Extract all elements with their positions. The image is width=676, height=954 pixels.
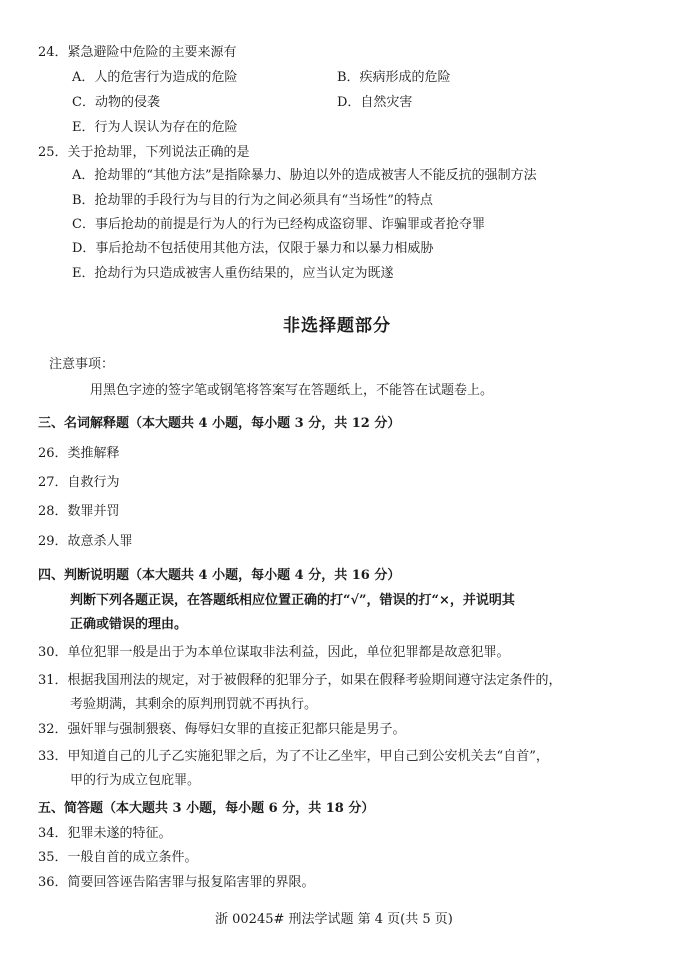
q33-line1: 33．甲知道自己的儿子乙实施犯罪之后，为了不让乙坐牢，甲自己到公安机关去“自首”， xyxy=(38,749,549,764)
q32: 32．强奸罪与强制猥亵、侮辱妇女罪的直接正犯都只能是男子。 xyxy=(38,722,406,737)
section5-title: 五、简答题（本大题共 3 小题，每小题 6 分，共 18 分） xyxy=(38,801,375,816)
q36: 36．简要回答诬告陷害罪与报复陷害罪的界限。 xyxy=(38,875,315,890)
q30: 30．单位犯罪一般是出于为本单位谋取非法利益，因此，单位犯罪都是故意犯罪。 xyxy=(38,645,510,660)
q24-option-a: A．人的危害行为造成的危险 xyxy=(72,70,238,85)
q24-option-d: D．自然灾害 xyxy=(337,95,413,110)
q24-option-c: C．动物的侵袭 xyxy=(72,95,160,110)
q34: 34．犯罪未遂的特征。 xyxy=(38,826,172,841)
section3-title: 三、名词解释题（本大题共 4 小题，每小题 3 分，共 12 分） xyxy=(38,416,401,431)
q26: 26．类推解释 xyxy=(38,446,120,461)
notice-text: 用黑色字迹的签字笔或钢笔将答案写在答题纸上，不能答在试题卷上。 xyxy=(90,383,494,398)
q25-option-d: D．事后抢劫不包括使用其他方法，仅限于暴力和以暴力相威胁 xyxy=(72,241,434,256)
q25-option-e: E．抢劫行为只造成被害人重伤结果的，应当认定为既遂 xyxy=(72,266,394,281)
q28: 28．数罪并罚 xyxy=(38,504,120,519)
q25-option-c: C．事后抢劫的前提是行为人的行为已经构成盗窃罪、诈骗罪或者抢夺罪 xyxy=(72,217,485,232)
q24-option-e: E．行为人误认为存在的危险 xyxy=(72,120,238,135)
page-footer: 浙 00245# 刑法学试题 第 4 页(共 5 页) xyxy=(215,912,453,927)
section4-instruction-line1: 判断下列各题正误，在答题纸相应位置正确的打“√”，错误的打“×，并说明其 xyxy=(70,593,515,608)
q29: 29．故意杀人罪 xyxy=(38,534,133,549)
q25-option-b: B．抢劫罪的手段行为与目的行为之间必须具有“当场性”的特点 xyxy=(72,193,433,208)
q24-option-b: B．疾病形成的危险 xyxy=(337,70,451,85)
q31-line2: 考验期满，其剩余的原判刑罚就不再执行。 xyxy=(70,697,318,712)
q25-stem: 25．关于抢劫罪，下列说法正确的是 xyxy=(38,145,250,160)
q31-line1: 31．根据我国刑法的规定，对于被假释的犯罪分子，如果在假释考验期间遵守法定条件的， xyxy=(38,673,562,688)
q25-option-a: A．抢劫罪的“其他方法”是指除暴力、胁迫以外的造成被害人不能反抗的强制方法 xyxy=(72,168,537,183)
q24-stem: 24．紧急避险中危险的主要来源有 xyxy=(38,45,237,60)
section4-instruction-line2: 正确或错误的理由。 xyxy=(70,617,188,632)
section4-title: 四、判断说明题（本大题共 4 小题，每小题 4 分，共 16 分） xyxy=(38,568,401,583)
q33-line2: 甲的行为成立包庇罪。 xyxy=(70,773,201,788)
q27: 27．自救行为 xyxy=(38,475,120,490)
q35: 35．一般自首的成立条件。 xyxy=(38,850,198,865)
notice-label: 注意事项： xyxy=(49,357,115,372)
part-title: 非选择题部分 xyxy=(283,316,391,336)
